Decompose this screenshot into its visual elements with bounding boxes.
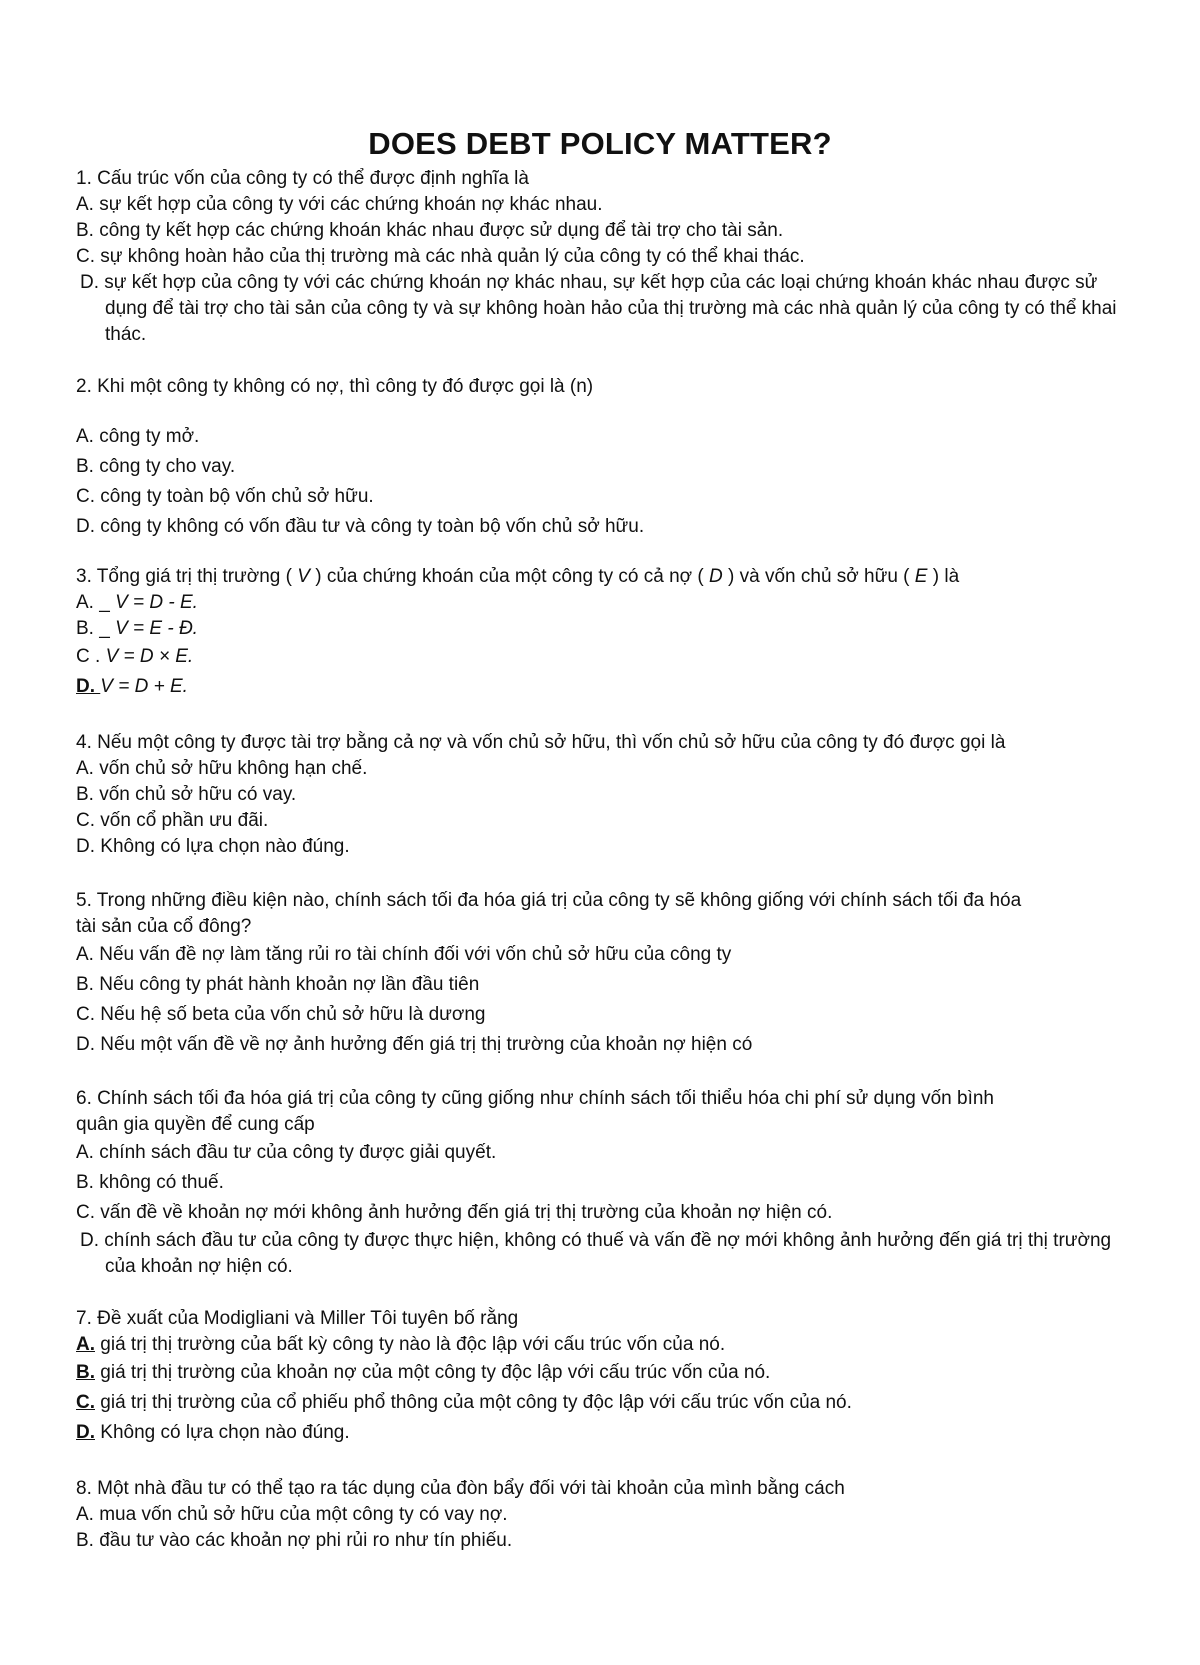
- question-6-text-line-1: 6. Chính sách tối đa hóa giá trị của công ty cũng giống như chính sách tối thiểu hóa chi phí sử dụng vốn bình: [76, 1088, 994, 1109]
- question-3-option-a: A. _ V = D - E.: [76, 592, 198, 613]
- question-list: [76, 166, 1136, 1554]
- question-3-option-b: B. _ V = E - Đ.: [76, 618, 198, 639]
- question-3-option-c: C . V = D × E.: [76, 646, 194, 667]
- question-7: [76, 1306, 1136, 1448]
- question-4: [76, 730, 1136, 860]
- question-8-option-b: B. đầu tư vào các khoản nợ phi rủi ro như tín phiếu.: [76, 1530, 513, 1551]
- question-7-text: 7. Đề xuất của Modigliani và Miller Tôi tuyên bố rằng: [76, 1308, 519, 1329]
- question-2-option-b: B. công ty cho vay.: [76, 456, 236, 477]
- question-3: [76, 564, 1136, 702]
- question-6-option-c: C. vấn đề về khoản nợ mới không ảnh hưởng đến giá trị thị trường của khoản nợ hiện có.: [76, 1202, 833, 1223]
- question-7-option-b: B. giá trị thị trường của khoản nợ của một công ty độc lập với cấu trúc vốn của nó.: [76, 1362, 771, 1383]
- question-6-option-d: D. chính sách đầu tư của công ty được thực hiện, không có thuế và vấn đề nợ mới không ảnh hưởng đến giá trị thị trường của khoản nợ hiện có.: [80, 1230, 1112, 1277]
- question-3-option-d: D. V = D + E.: [76, 676, 188, 697]
- question-1: [76, 166, 1136, 348]
- question-6-text-line-2: quân gia quyền để cung cấp: [76, 1114, 315, 1135]
- question-5-option-c: C. Nếu hệ số beta của vốn chủ sở hữu là dương: [76, 1004, 486, 1025]
- question-2-option-a: A. công ty mở.: [76, 426, 200, 447]
- question-4-text: 4. Nếu một công ty được tài trợ bằng cả nợ và vốn chủ sở hữu, thì vốn chủ sở hữu của công ty đó được gọi là: [76, 732, 1006, 753]
- question-7-option-c: C. giá trị thị trường của cổ phiếu phổ thông của một công ty độc lập với cấu trúc vốn của nó.: [76, 1392, 852, 1413]
- question-4-option-a: A. vốn chủ sở hữu không hạn chế.: [76, 758, 368, 779]
- question-5-option-b: B. Nếu công ty phát hành khoản nợ lần đầu tiên: [76, 974, 480, 995]
- question-6: [76, 1086, 1136, 1280]
- question-2-option-d: D. công ty không có vốn đầu tư và công ty toàn bộ vốn chủ sở hữu.: [76, 516, 645, 537]
- question-5-text-line-2: tài sản của cổ đông?: [76, 916, 252, 937]
- question-8-text: 8. Một nhà đầu tư có thể tạo ra tác dụng của đòn bẩy đối với tài khoản của mình bằng cách: [76, 1478, 845, 1499]
- question-1-option-c: C. sự không hoàn hảo của thị trường mà các nhà quản lý của công ty có thể khai thác.: [76, 246, 805, 267]
- question-2-text: 2. Khi một công ty không có nợ, thì công ty đó được gọi là (n): [76, 376, 594, 397]
- question-3-text: 3. Tổng giá trị thị trường ( V ) của chứng khoán của một công ty có cả nợ ( D ) và vốn chủ sở hữu ( E ) là: [76, 566, 960, 587]
- question-6-option-b: B. không có thuế.: [76, 1172, 224, 1193]
- page-title: DOES DEBT POLICY MATTER?: [368, 126, 832, 161]
- question-5-option-d: D. Nếu một vấn đề về nợ ảnh hưởng đến giá trị thị trường của khoản nợ hiện có: [76, 1034, 753, 1055]
- question-5-text-line-1: 5. Trong những điều kiện nào, chính sách tối đa hóa giá trị của công ty sẽ không giống với chính sách tối đa hóa: [76, 890, 1022, 911]
- question-5: [76, 888, 1136, 1060]
- question-6-option-a: A. chính sách đầu tư của công ty được giải quyết.: [76, 1142, 497, 1163]
- question-1-option-d: D. sự kết hợp của công ty với các chứng khoán nợ khác nhau, sự kết hợp của các loại chứng khoán khác nhau được sử dụng để tài trợ cho tài sản của công ty và sự không hoàn hảo của thị trường mà các nhà quản lý của công ty có thể khai thác.: [80, 272, 1117, 345]
- question-1-option-b: B. công ty kết hợp các chứng khoán khác nhau được sử dụng để tài trợ cho tài sản.: [76, 220, 784, 241]
- question-2: [76, 374, 1136, 542]
- question-1-option-a: A. sự kết hợp của công ty với các chứng khoán nợ khác nhau.: [76, 194, 603, 215]
- question-4-option-c: C. vốn cổ phần ưu đãi.: [76, 810, 269, 831]
- question-1-text: 1. Cấu trúc vốn của công ty có thể được định nghĩa là: [76, 168, 529, 189]
- question-5-option-a: A. Nếu vấn đề nợ làm tăng rủi ro tài chính đối với vốn chủ sở hữu của công ty: [76, 944, 732, 965]
- question-7-option-a: A. giá trị thị trường của bất kỳ công ty nào là độc lập với cấu trúc vốn của nó.: [76, 1334, 726, 1355]
- question-4-option-d: D. Không có lựa chọn nào đúng.: [76, 836, 350, 857]
- question-8-option-a: A. mua vốn chủ sở hữu của một công ty có vay nợ.: [76, 1504, 508, 1525]
- question-8: [76, 1476, 1136, 1554]
- question-2-option-c: C. công ty toàn bộ vốn chủ sở hữu.: [76, 486, 374, 507]
- question-4-option-b: B. vốn chủ sở hữu có vay.: [76, 784, 297, 805]
- question-7-option-d: D. Không có lựa chọn nào đúng.: [76, 1422, 350, 1443]
